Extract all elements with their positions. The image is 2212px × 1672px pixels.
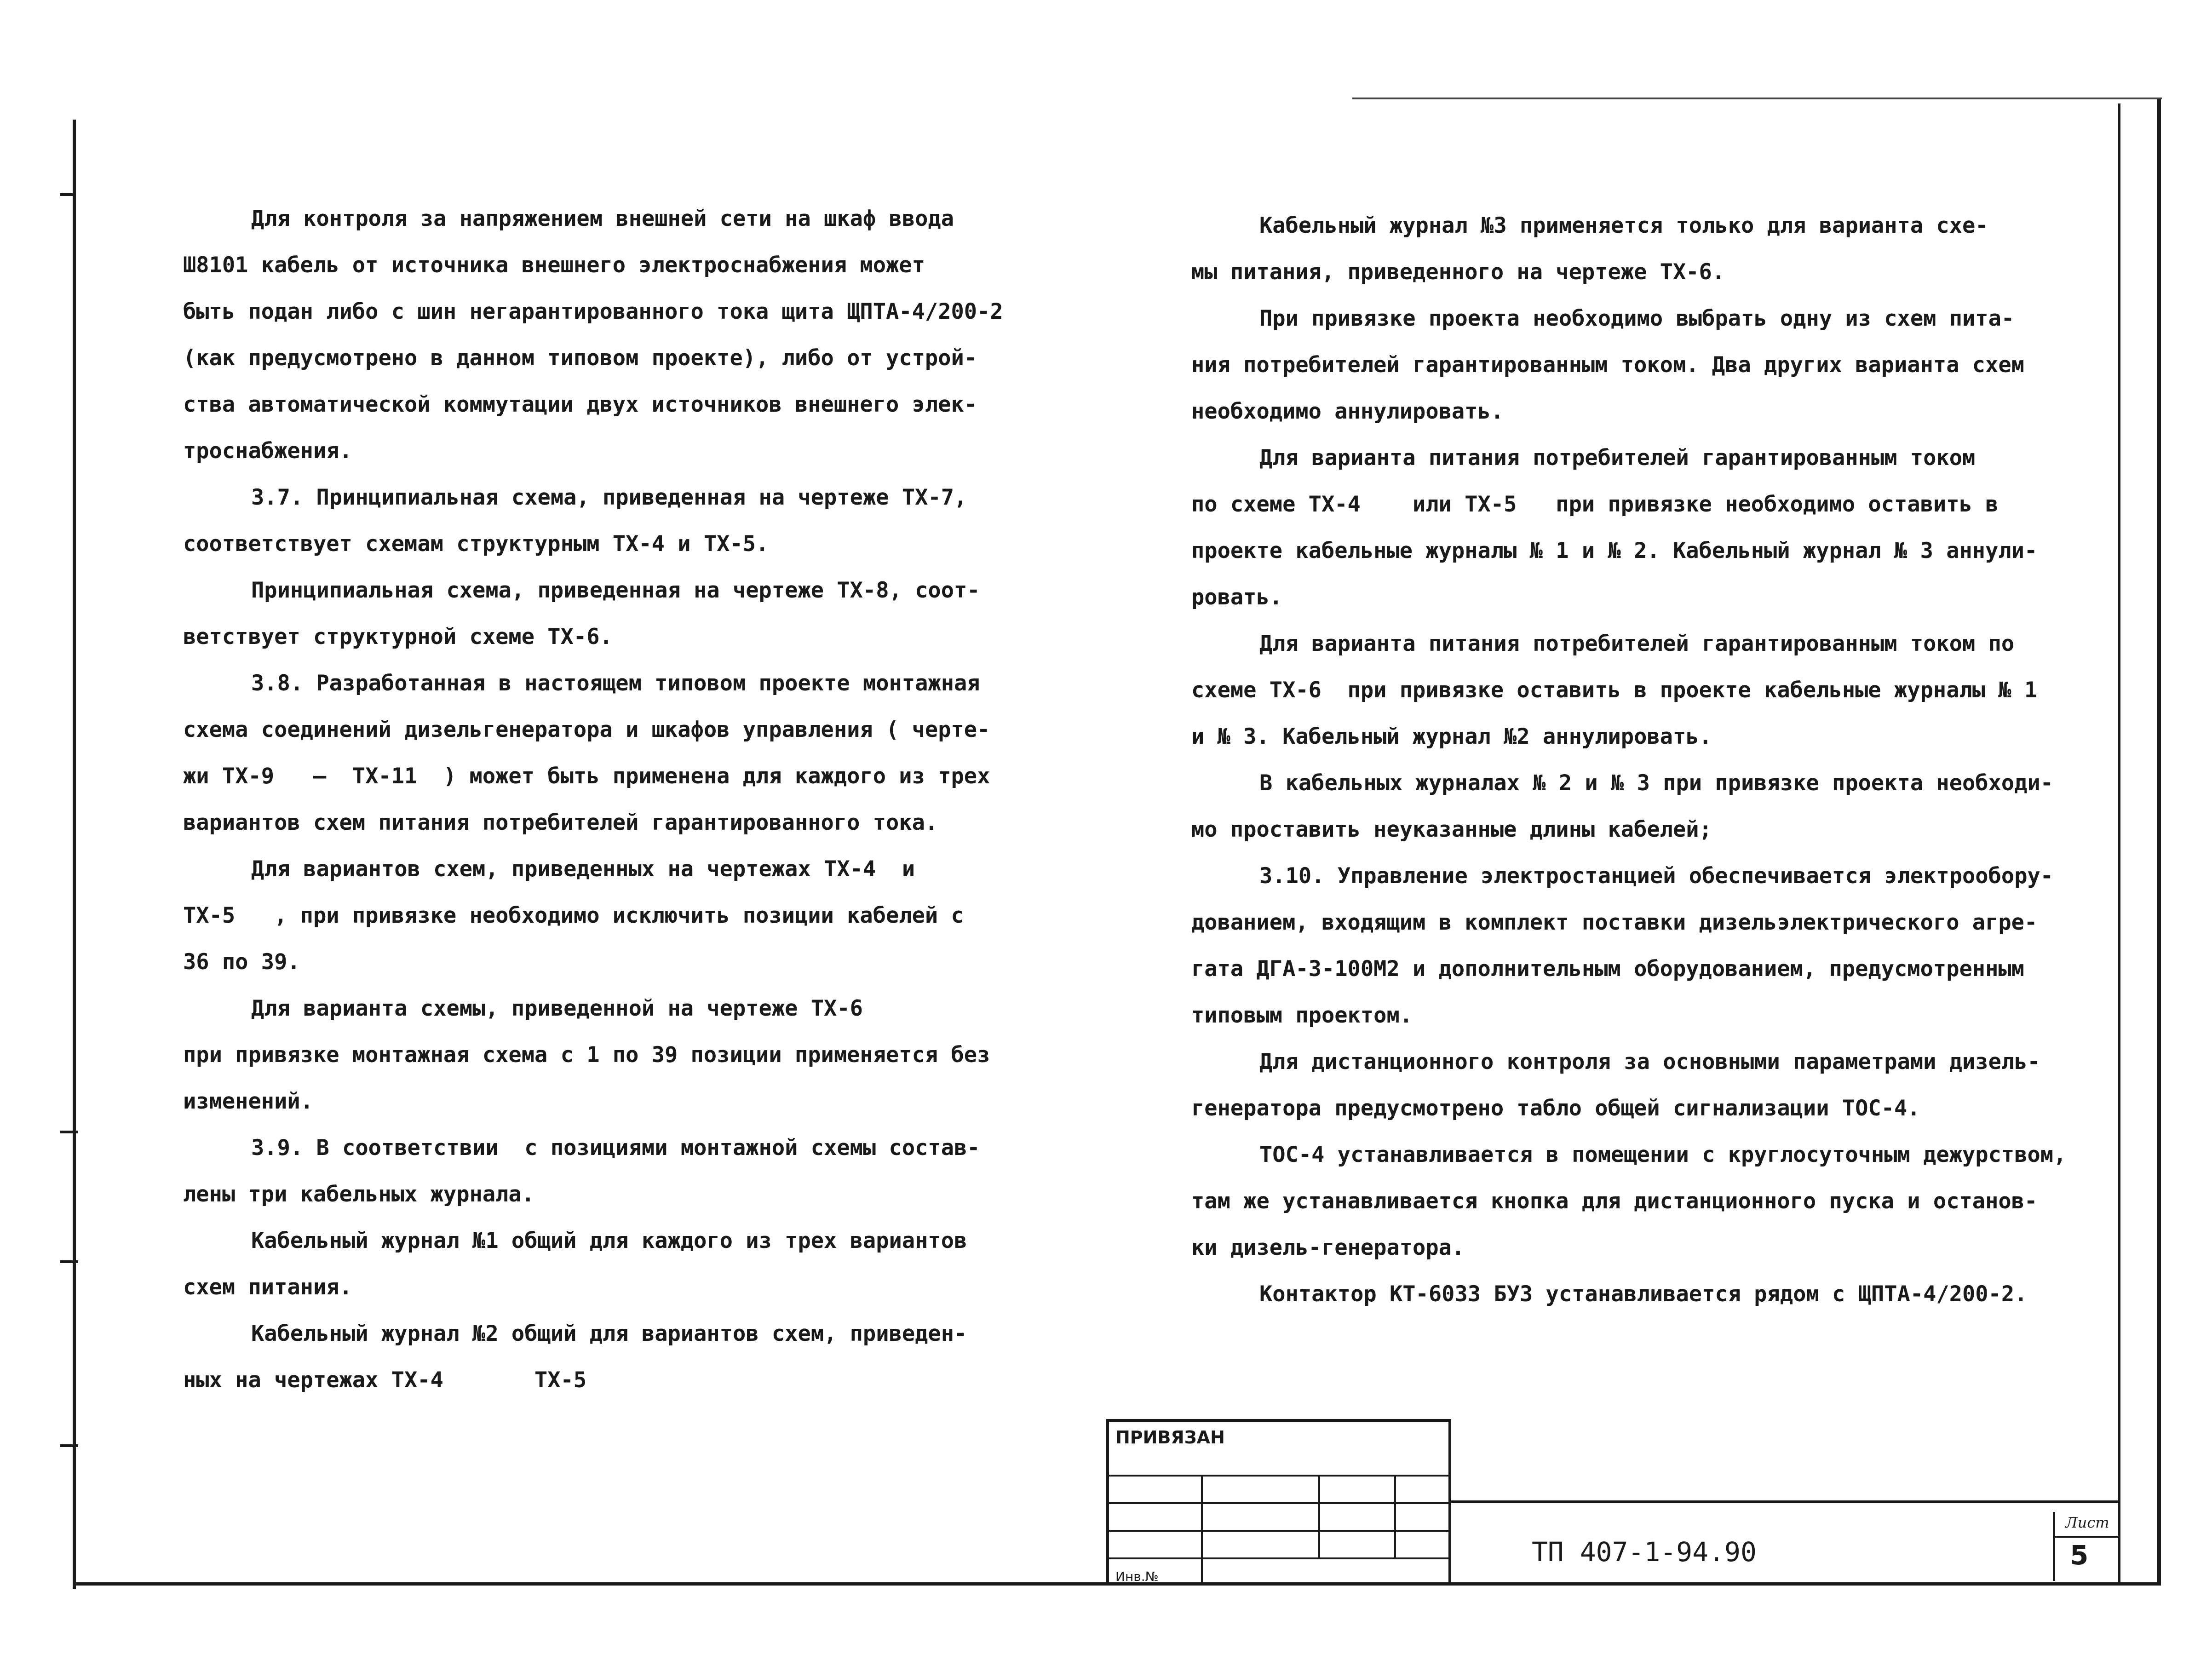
sheet-box-divider: [2055, 1536, 2120, 1538]
text-line: ровать.: [1191, 585, 1283, 610]
text-line: Кабельный журнал №3 применяется только для варианта схе-: [1259, 213, 1988, 238]
margin-tick: [60, 1131, 78, 1133]
text-line: проекте кабельные журналы № 1 и № 2. Кабельный журнал № 3 аннули-: [1191, 538, 2038, 563]
stamp-row-line: [1109, 1502, 1448, 1504]
margin-tick: [60, 1444, 78, 1447]
text-line: необходимо аннулировать.: [1191, 399, 1504, 424]
text-line: ния потребителей гарантированным током. Два других варианта схем: [1191, 352, 2024, 378]
sheet-label: Лист: [2065, 1514, 2109, 1531]
text-line: Для вариантов схем, приведенных на чертежах ТХ-4 и: [251, 856, 915, 882]
frame-right-inner-border: [2118, 103, 2120, 1585]
approval-stamp: [1106, 1419, 1451, 1582]
text-line: Для варианта питания потребителей гарантированным током по: [1259, 631, 2015, 656]
text-line: (как предусмотрено в данном типовом проекте), либо от устрой-: [183, 345, 977, 371]
stamp-col-line: [1394, 1475, 1396, 1557]
text-line: мы питания, приведенного на чертеже ТХ-6.: [1191, 259, 1725, 285]
text-line: и № 3. Кабельный журнал №2 аннулировать.: [1191, 724, 1712, 749]
text-line: мо проставить неуказанные длины кабелей;: [1191, 817, 1712, 842]
text-line: троснабжения.: [183, 438, 352, 464]
text-line: лены три кабельных журнала.: [183, 1182, 535, 1207]
text-line: ных на чертежах ТХ-4 ТХ-5: [183, 1367, 587, 1393]
margin-tick: [60, 193, 74, 196]
text-line: ветствует структурной схеме ТХ-6.: [183, 624, 613, 649]
text-line: Для варианта питания потребителей гарантированным током: [1259, 445, 1976, 471]
text-line: Ш8101 кабель от источника внешнего электроснабжения может: [183, 253, 925, 278]
text-line: типовым проектом.: [1191, 1003, 1413, 1028]
margin-tick: [60, 1260, 78, 1263]
text-line: Контактор КТ-6033 БУЗ устанавливается рядом с ЩПТА-4/200-2.: [1259, 1281, 2028, 1307]
title-block-top-line: [1451, 1500, 2118, 1503]
stamp-label: ПРИВЯЗАН: [1115, 1427, 1225, 1448]
text-line: дованием, входящим в комплект поставки дизельэлектрического агре-: [1191, 910, 2038, 935]
text-line: 36 по 39.: [183, 949, 300, 975]
text-line: при привязке монтажная схема с 1 по 39 позиции применяется без: [183, 1042, 990, 1068]
stamp-row-line: [1109, 1475, 1448, 1477]
text-line: ства автоматической коммутации двух источников внешнего элек-: [183, 392, 977, 417]
text-line: Принципиальная схема, приведенная на чертеже ТХ-8, соот-: [251, 578, 980, 603]
inventory-number-label: Инв.№: [1115, 1569, 1159, 1584]
text-line: 3.7. Принципиальная схема, приведенная на чертеже ТХ-7,: [251, 485, 967, 510]
text-line: 3.10. Управление электростанцией обеспечивается электрообору-: [1259, 863, 2054, 889]
text-line: ки дизель-генератора.: [1191, 1235, 1465, 1260]
text-line: схеме ТХ-6 при привязке оставить в проекте кабельные журналы № 1: [1191, 678, 2038, 703]
text-line: жи ТХ-9 – ТХ-11 ) может быть применена для каждого из трех: [183, 764, 990, 789]
text-line: 3.9. В соответствии с позициями монтажной схемы состав-: [251, 1135, 980, 1161]
text-line: генератора предусмотрено табло общей сигнализации ТОС-4.: [1191, 1096, 1920, 1121]
text-line: Для варианта схемы, приведенной на чертеже ТХ-6: [251, 996, 863, 1021]
right-text-column: [1191, 202, 2107, 1317]
stamp-row-line: [1109, 1530, 1448, 1532]
text-line: вариантов схем питания потребителей гарантированного тока.: [183, 810, 938, 835]
frame-left-border: [73, 120, 76, 1589]
text-line: соответствует схемам структурным ТХ-4 и ТХ-5.: [183, 531, 769, 557]
text-line: изменений.: [183, 1089, 313, 1114]
text-line: Для дистанционного контроля за основными параметрами дизель-: [1259, 1049, 2040, 1074]
text-line: Для контроля за напряжением внешней сети на шкаф ввода: [251, 206, 954, 231]
text-line: там же устанавливается кнопка для дистанционного пуска и останов-: [1191, 1189, 2038, 1214]
text-line: Кабельный журнал №2 общий для вариантов схем, приведен-: [251, 1321, 967, 1346]
text-line: гата ДГА-3-100М2 и дополнительным оборудованием, предусмотренным: [1191, 956, 2024, 982]
sheet-number-box: [2053, 1512, 2117, 1581]
text-line: схема соединений дизельгенератора и шкафов управления ( черте-: [183, 717, 990, 742]
text-line: При привязке проекта необходимо выбрать одну из схем пита-: [1259, 306, 2015, 331]
stamp-row-line: [1109, 1557, 1448, 1559]
frame-right-border: [2157, 99, 2161, 1585]
document-code: ТП 407-1-94.90: [1532, 1536, 1757, 1568]
text-line: В кабельных журналах № 2 и № 3 при привязке проекта необходи-: [1259, 770, 2054, 796]
text-line: Кабельный журнал №1 общий для каждого из трех вариантов: [251, 1228, 967, 1253]
text-line: по схеме ТХ-4 или ТХ-5 при привязке необходимо оставить в: [1191, 492, 1999, 517]
stamp-col-line: [1201, 1475, 1203, 1585]
text-line: ТОС-4 устанавливается в помещении с круглосуточным дежурством,: [1259, 1142, 2067, 1167]
text-line: быть подан либо с шин негарантированного тока щита ЩПТА-4/200-2: [183, 299, 1003, 324]
left-text-column: [183, 195, 1011, 1403]
stamp-col-line: [1318, 1475, 1320, 1557]
frame-top-border: [1352, 98, 2162, 99]
text-line: ТХ-5 , при привязке необходимо исключить позиции кабелей с: [183, 903, 964, 928]
text-line: схем питания.: [183, 1275, 352, 1300]
text-line: 3.8. Разработанная в настоящем типовом проекте монтажная: [251, 671, 980, 696]
sheet-number: 5: [2070, 1540, 2089, 1571]
